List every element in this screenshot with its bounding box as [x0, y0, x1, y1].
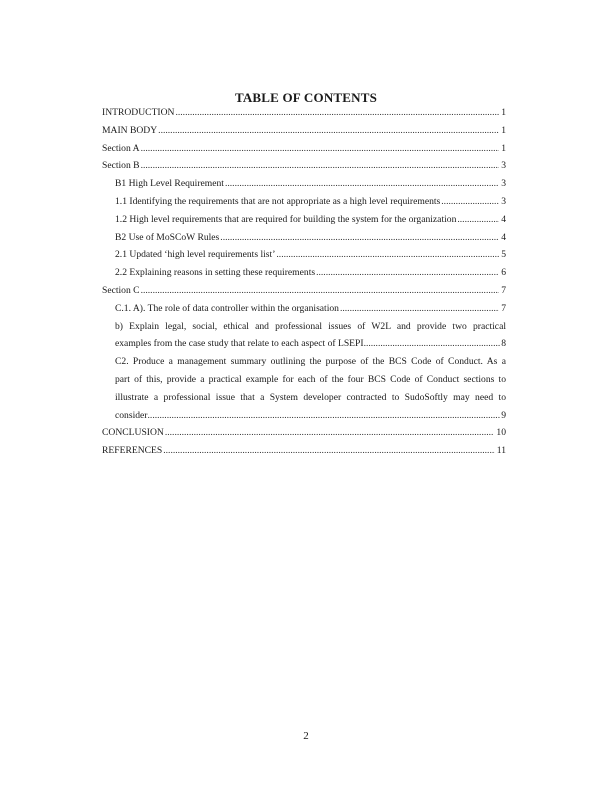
toc-entry-label: CONCLUSION: [102, 427, 164, 439]
toc-entry-main-body[interactable]: [102, 122, 506, 140]
toc-entry-b2-2[interactable]: [102, 264, 506, 282]
toc-entry-page: 11: [496, 445, 506, 457]
dot-leader: [276, 246, 499, 264]
toc-entry-line: C2. Produce a management summary outlining the purpose of the BCS Code of Conduct. As a: [115, 356, 506, 368]
toc-entry-label: Section A: [102, 142, 140, 154]
toc-entry-b2[interactable]: [102, 229, 506, 247]
toc-entry-label: 1.1 Identifying the requirements that are not appropriate as a high level requirements: [115, 195, 441, 207]
dot-leader: [141, 282, 500, 300]
dot-leader: [141, 140, 500, 158]
toc-entry-label: Section B: [102, 160, 140, 172]
dot-leader: [441, 193, 499, 211]
dot-leader: [163, 442, 495, 460]
toc-entry-page: 3: [501, 160, 506, 172]
toc-entry-line: illustrate a professional issue that a System developer contracted to SudoSoftly may need to: [115, 391, 506, 403]
toc-entry-page: 3: [501, 195, 506, 207]
toc-entry-line: part of this, provide a practical example for each of the four BCS Code of Conduct sections to: [115, 373, 506, 385]
toc-entry-c1b[interactable]: [102, 318, 506, 354]
table-of-contents: [102, 104, 506, 460]
toc-entry-page: 10: [496, 427, 506, 439]
toc-entry-conclusion[interactable]: [102, 424, 506, 442]
dot-leader: [220, 229, 499, 247]
toc-entry-c1a[interactable]: [102, 300, 506, 318]
toc-entry-references[interactable]: [102, 442, 506, 460]
toc-entry-introduction[interactable]: [102, 104, 506, 122]
toc-entry-section-b[interactable]: [102, 157, 506, 175]
toc-entry-page: 5: [501, 249, 506, 261]
toc-entry-b1-1[interactable]: [102, 193, 506, 211]
toc-entry-page: 6: [501, 267, 506, 279]
dot-leader: [141, 157, 500, 175]
toc-entry-page: 3: [501, 178, 506, 190]
toc-entry-page: 1: [501, 124, 506, 136]
toc-entry-b1-2[interactable]: [102, 211, 506, 229]
toc-entry-page: 1: [501, 107, 506, 118]
toc-entry-b1[interactable]: [102, 175, 506, 193]
toc-entry-label: 2.1 Updated ‘high level requirements list’: [115, 249, 276, 261]
toc-entry-label: B2 Use of MoSCoW Rules: [115, 231, 220, 243]
page-number: 2: [303, 730, 309, 742]
toc-entry-page: 7: [501, 284, 506, 296]
toc-entry-label: REFERENCES: [102, 445, 163, 457]
toc-entry-c2[interactable]: [102, 353, 506, 424]
dot-leader: [175, 104, 499, 122]
toc-entry-page: 1: [501, 142, 506, 154]
dot-leader: [340, 300, 499, 318]
toc-entry-page: 7: [501, 302, 506, 314]
toc-entry-label: Section C: [102, 284, 140, 296]
toc-entry-line-last: [115, 407, 506, 425]
toc-entry-page: 4: [501, 213, 506, 225]
dot-leader: [457, 211, 499, 229]
toc-entry-label: C.1. A). The role of data controller within the organisation: [115, 302, 339, 314]
dot-leader: [316, 264, 499, 282]
toc-entry-label: INTRODUCTION: [102, 107, 175, 118]
toc-entry-label: 1.2 High level requirements that are required for building the system for the organization: [115, 213, 457, 225]
dot-leader: [225, 175, 499, 193]
dot-leader: [165, 424, 495, 442]
toc-entry-page: 9: [501, 409, 506, 421]
toc-entry-label: examples from the case study that relate to each aspect of LSEPI: [115, 338, 364, 350]
dot-leader: [364, 335, 501, 353]
dot-leader: [148, 407, 501, 425]
toc-entry-section-a[interactable]: [102, 140, 506, 158]
toc-title: TABLE OF CONTENTS: [234, 90, 378, 105]
toc-entry-section-c[interactable]: [102, 282, 506, 300]
toc-entry-page: 8: [501, 338, 506, 350]
toc-entry-page: 4: [501, 231, 506, 243]
toc-entry-label: MAIN BODY: [102, 124, 158, 136]
toc-entry-line: b) Explain legal, social, ethical and professional issues of W2L and provide two practical: [115, 320, 506, 332]
dot-leader: [158, 122, 499, 140]
toc-entry-b2-1[interactable]: [102, 246, 506, 264]
toc-entry-label: 2.2 Explaining reasons in setting these requirements: [115, 267, 316, 279]
toc-entry-label: B1 High Level Requirement: [115, 178, 224, 190]
toc-entry-label: consider: [115, 409, 148, 421]
toc-entry-line-last: [115, 335, 506, 353]
